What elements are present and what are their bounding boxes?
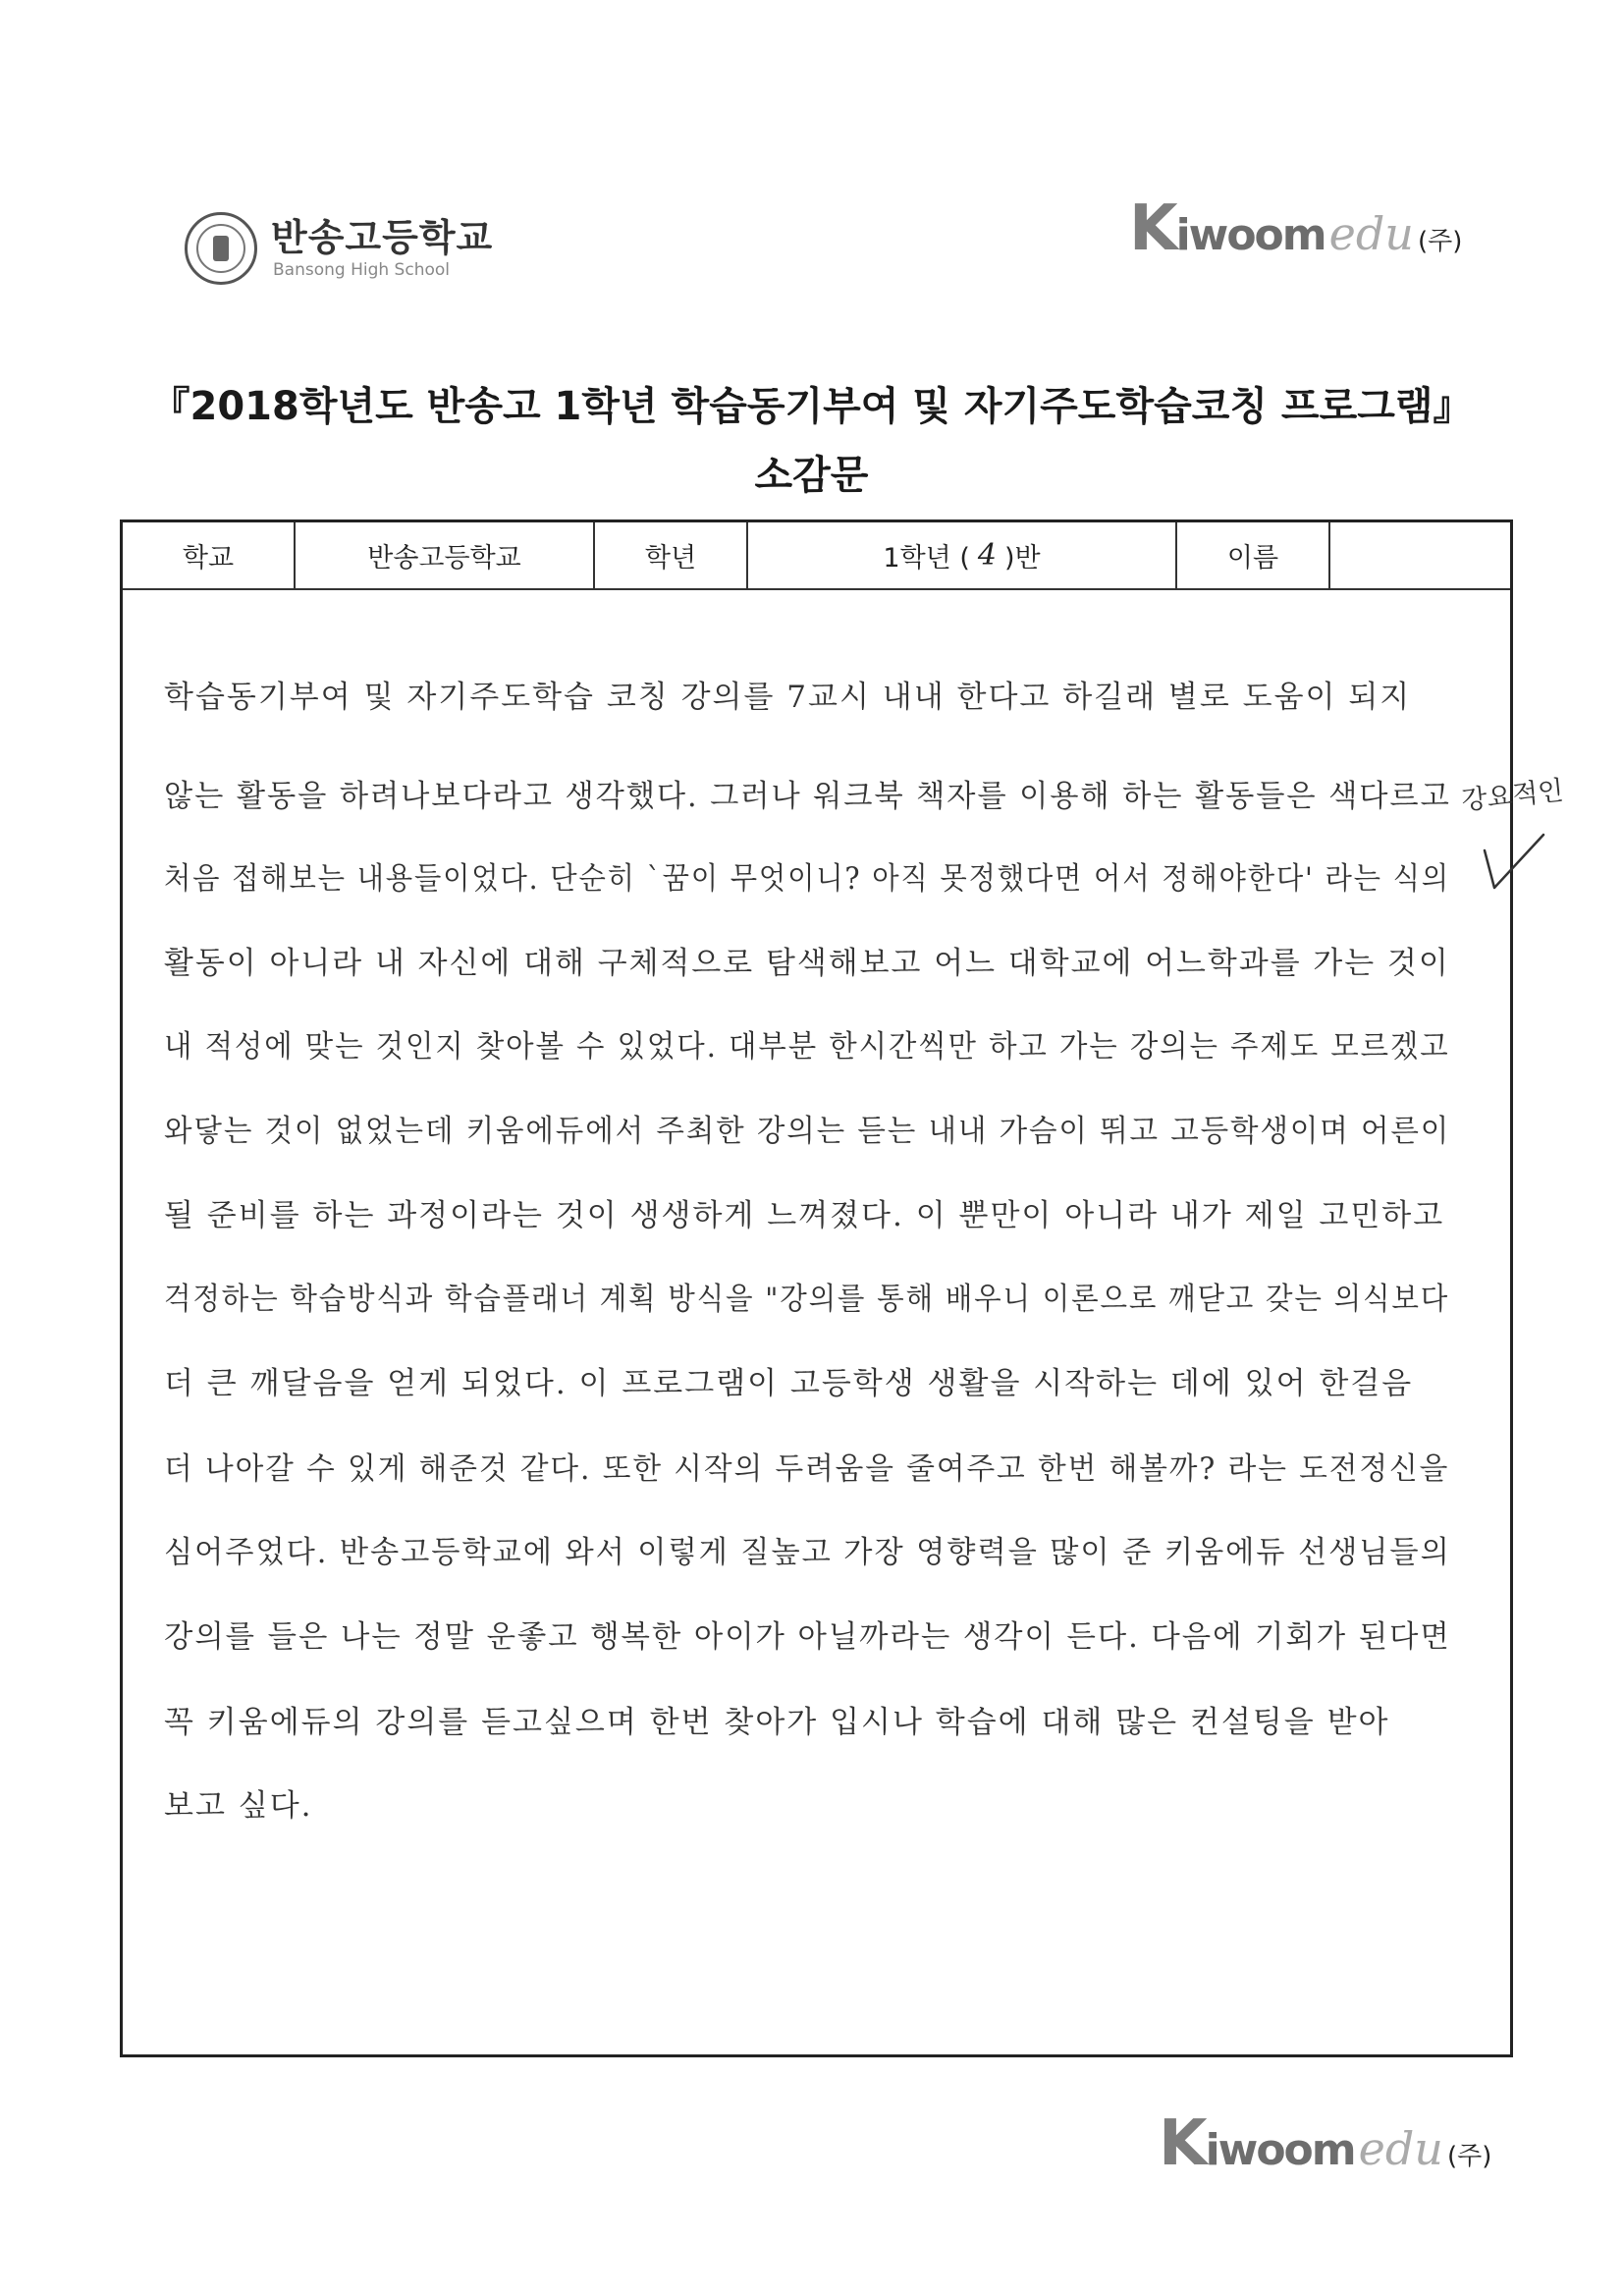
brand-k: K bbox=[1159, 2107, 1206, 2180]
kiwoom-edu-logo-top bbox=[1129, 192, 1462, 265]
brand-edu: edu bbox=[1358, 2122, 1443, 2175]
school-label: 학교 bbox=[123, 522, 296, 588]
name-value bbox=[1330, 522, 1510, 588]
name-label: 이름 bbox=[1177, 522, 1330, 588]
essay-line: 걱정하는 학습방식과 학습플래너 계획 방식을 "강의를 통해 배우니 이론으로 깨닫고 갖는 의식보다 bbox=[164, 1282, 1450, 1317]
essay-line: 더 큰 깨달음을 얻게 되었다. 이 프로그램이 고등학생 생활을 시작하는 데에 있어 한걸음 bbox=[164, 1366, 1414, 1401]
essay-line: 꼭 키움에듀의 강의를 듣고싶으며 한번 찾아가 입시나 학습에 대해 많은 컨설팅을 받아 bbox=[164, 1705, 1390, 1740]
essay-line: 학습동기부여 및 자기주도학습 코칭 강의를 7교시 내내 한다고 하길래 별로 도움이 되지 bbox=[164, 680, 1412, 715]
essay-line: 강의를 들은 나는 정말 운좋고 행복한 아이가 아닐까라는 생각이 든다. 다음에 기회가 된다면 bbox=[164, 1619, 1451, 1655]
school-value: 반송고등학교 bbox=[296, 522, 595, 588]
essay-line: 심어주었다. 반송고등학교에 와서 이렇게 질높고 가장 영향력을 많이 준 키움에듀 선생님들의 bbox=[164, 1535, 1451, 1570]
insertion-arrow-icon bbox=[1481, 811, 1559, 900]
class-number: 4 bbox=[977, 538, 997, 573]
school-name-en: Bansong High School bbox=[273, 260, 450, 280]
brand-corp: (주) bbox=[1446, 2142, 1492, 2171]
essay-line: 활동이 아니라 내 자신에 대해 구체적으로 탐색해보고 어느 대학교에 어느학과를 가는 것이 bbox=[164, 946, 1450, 981]
school-name-ko: 반송고등학교 bbox=[271, 216, 494, 259]
brand-iwoom: iwoom bbox=[1205, 2125, 1355, 2175]
kiwoom-edu-logo-bottom bbox=[1159, 2107, 1491, 2180]
essay-line: 될 준비를 하는 과정이라는 것이 생생하게 느껴졌다. 이 뿐만이 아니라 내가 제일 고민하고 bbox=[164, 1198, 1445, 1233]
essay-line: 와닿는 것이 없었는데 키움에듀에서 주최한 강의는 듣는 내내 가슴이 뛰고 고등학생이며 어른이 bbox=[164, 1114, 1451, 1149]
school-logo-text bbox=[271, 216, 493, 281]
brand-corp: (주) bbox=[1417, 227, 1463, 256]
grade-suffix: )반 bbox=[1003, 543, 1041, 574]
document-subtitle: 소감문 bbox=[754, 453, 869, 498]
essay-line: 내 적성에 맞는 것인지 찾아볼 수 있었다. 대부분 한시간씩만 하고 가는 강의는 주제도 모르겠고 bbox=[164, 1029, 1450, 1065]
grade-value bbox=[748, 522, 1177, 588]
school-logo bbox=[185, 212, 493, 285]
grade-label: 학년 bbox=[595, 522, 748, 588]
brand-edu: edu bbox=[1328, 207, 1414, 260]
essay-line: 않는 활동을 하려나보다라고 생각했다. 그러나 워크북 책자를 이용해 하는 활동들은 색다르고 bbox=[164, 779, 1451, 814]
school-seal-icon bbox=[185, 212, 257, 285]
form-header-row bbox=[123, 522, 1510, 590]
brand-iwoom: iwoom bbox=[1175, 210, 1325, 260]
essay-line: 더 나아갈 수 있게 해준것 같다. 또한 시작의 두려움을 줄여주고 한번 해볼까? 라는 도전정신을 bbox=[164, 1451, 1450, 1487]
margin-note: 강요적인 bbox=[1459, 775, 1565, 817]
essay-line: 처음 접해보는 내용들이었다. 단순히 `꿈이 무엇이니? 아직 못정했다면 어서 정해야한다' 라는 식의 bbox=[164, 861, 1450, 897]
brand-k: K bbox=[1129, 192, 1176, 265]
grade-prefix: 1학년 ( bbox=[883, 543, 970, 574]
essay-line: 보고 싶다. bbox=[164, 1788, 313, 1824]
document-title: 『2018학년도 반송고 1학년 학습동기부여 및 자기주도학습코칭 프로그램』 bbox=[150, 384, 1473, 429]
